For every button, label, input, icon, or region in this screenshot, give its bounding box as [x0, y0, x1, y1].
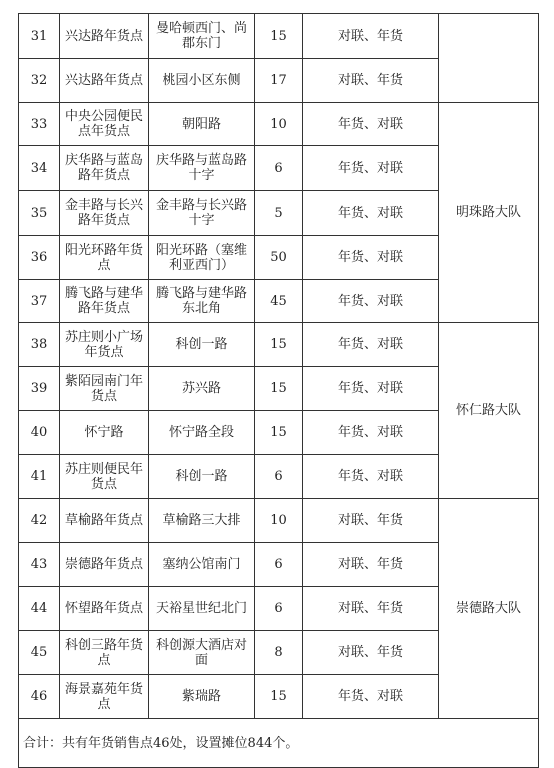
stall-name: 崇德路年货点: [60, 543, 149, 587]
stall-count: 17: [255, 59, 303, 103]
stall-location: 紫瑞路: [149, 675, 255, 719]
stall-name: 阳光环路年货点: [60, 236, 149, 280]
goods-type: 对联、年货: [303, 14, 439, 59]
new-year-goods-stall-table: [18, 13, 539, 768]
row-number: 40: [19, 411, 60, 455]
row-number: 36: [19, 236, 60, 280]
summary-row: [19, 719, 539, 768]
stall-location: 苏兴路: [149, 367, 255, 411]
table-row: [19, 14, 539, 59]
stall-location: 科创一路: [149, 455, 255, 499]
goods-type: 对联、年货: [303, 59, 439, 103]
row-number: 43: [19, 543, 60, 587]
row-number: 32: [19, 59, 60, 103]
team-huairen: 怀仁路大队: [439, 323, 539, 499]
row-number: 37: [19, 280, 60, 323]
stall-location: 科创源大酒店对面: [149, 631, 255, 675]
team-mingzhu: 明珠路大队: [439, 103, 539, 323]
row-number: 42: [19, 499, 60, 543]
row-number: 35: [19, 191, 60, 236]
row-number: 39: [19, 367, 60, 411]
stall-name: 怀望路年货点: [60, 587, 149, 631]
stall-count: 15: [255, 367, 303, 411]
goods-type: 年货、对联: [303, 675, 439, 719]
table-body: [19, 14, 539, 768]
stall-location: 阳光环路（塞维利亚西门）: [149, 236, 255, 280]
stall-name: 中央公园便民点年货点: [60, 103, 149, 146]
team-cell-empty: [439, 14, 539, 103]
stall-location: 朝阳路: [149, 103, 255, 146]
row-number: 41: [19, 455, 60, 499]
stall-name: 庆华路与蓝岛路年货点: [60, 146, 149, 191]
goods-type: 年货、对联: [303, 455, 439, 499]
summary-text: 合计：共有年货销售点46处，设置摊位844个。: [19, 719, 539, 768]
stall-location: 腾飞路与建华路东北角: [149, 280, 255, 323]
stall-count: 15: [255, 323, 303, 367]
stall-count: 6: [255, 543, 303, 587]
stall-location: 金丰路与长兴路十字: [149, 191, 255, 236]
goods-type: 对联、年货: [303, 499, 439, 543]
row-number: 44: [19, 587, 60, 631]
stall-count: 50: [255, 236, 303, 280]
stall-location: 天裕星世纪北门: [149, 587, 255, 631]
stall-count: 6: [255, 146, 303, 191]
stall-count: 6: [255, 587, 303, 631]
stall-location: 怀宁路全段: [149, 411, 255, 455]
row-number: 34: [19, 146, 60, 191]
stall-count: 8: [255, 631, 303, 675]
stall-name: 草榆路年货点: [60, 499, 149, 543]
stall-count: 15: [255, 411, 303, 455]
stall-name: 兴达路年货点: [60, 59, 149, 103]
stall-name: 腾飞路与建华路年货点: [60, 280, 149, 323]
team-chongde: 崇德路大队: [439, 499, 539, 719]
stall-location: 曼哈顿西门、尚郡东门: [149, 14, 255, 59]
table-row: [19, 323, 539, 367]
stall-name: 科创三路年货点: [60, 631, 149, 675]
stall-name: 苏庄则便民年货点: [60, 455, 149, 499]
stall-count: 10: [255, 103, 303, 146]
goods-type: 年货、对联: [303, 280, 439, 323]
stall-count: 5: [255, 191, 303, 236]
goods-type: 年货、对联: [303, 411, 439, 455]
stall-location: 塞纳公馆南门: [149, 543, 255, 587]
goods-type: 年货、对联: [303, 323, 439, 367]
stall-name: 怀宁路: [60, 411, 149, 455]
stall-count: 15: [255, 14, 303, 59]
stall-name: 紫陌园南门年货点: [60, 367, 149, 411]
stall-name: 金丰路与长兴路年货点: [60, 191, 149, 236]
stall-location: 科创一路: [149, 323, 255, 367]
goods-type: 年货、对联: [303, 146, 439, 191]
stall-count: 6: [255, 455, 303, 499]
stall-name: 苏庄则小广场年货点: [60, 323, 149, 367]
goods-type: 年货、对联: [303, 103, 439, 146]
goods-type: 对联、年货: [303, 587, 439, 631]
table-row: [19, 103, 539, 146]
stall-name: 兴达路年货点: [60, 14, 149, 59]
row-number: 31: [19, 14, 60, 59]
stall-location: 桃园小区东侧: [149, 59, 255, 103]
goods-type: 对联、年货: [303, 631, 439, 675]
stall-count: 45: [255, 280, 303, 323]
row-number: 33: [19, 103, 60, 146]
stall-table-page: [18, 13, 538, 768]
goods-type: 年货、对联: [303, 236, 439, 280]
stall-name: 海景嘉苑年货点: [60, 675, 149, 719]
stall-count: 15: [255, 675, 303, 719]
table-row: [19, 499, 539, 543]
row-number: 46: [19, 675, 60, 719]
stall-count: 10: [255, 499, 303, 543]
stall-location: 草榆路三大排: [149, 499, 255, 543]
goods-type: 年货、对联: [303, 191, 439, 236]
row-number: 45: [19, 631, 60, 675]
row-number: 38: [19, 323, 60, 367]
goods-type: 年货、对联: [303, 367, 439, 411]
stall-location: 庆华路与蓝岛路十字: [149, 146, 255, 191]
goods-type: 对联、年货: [303, 543, 439, 587]
